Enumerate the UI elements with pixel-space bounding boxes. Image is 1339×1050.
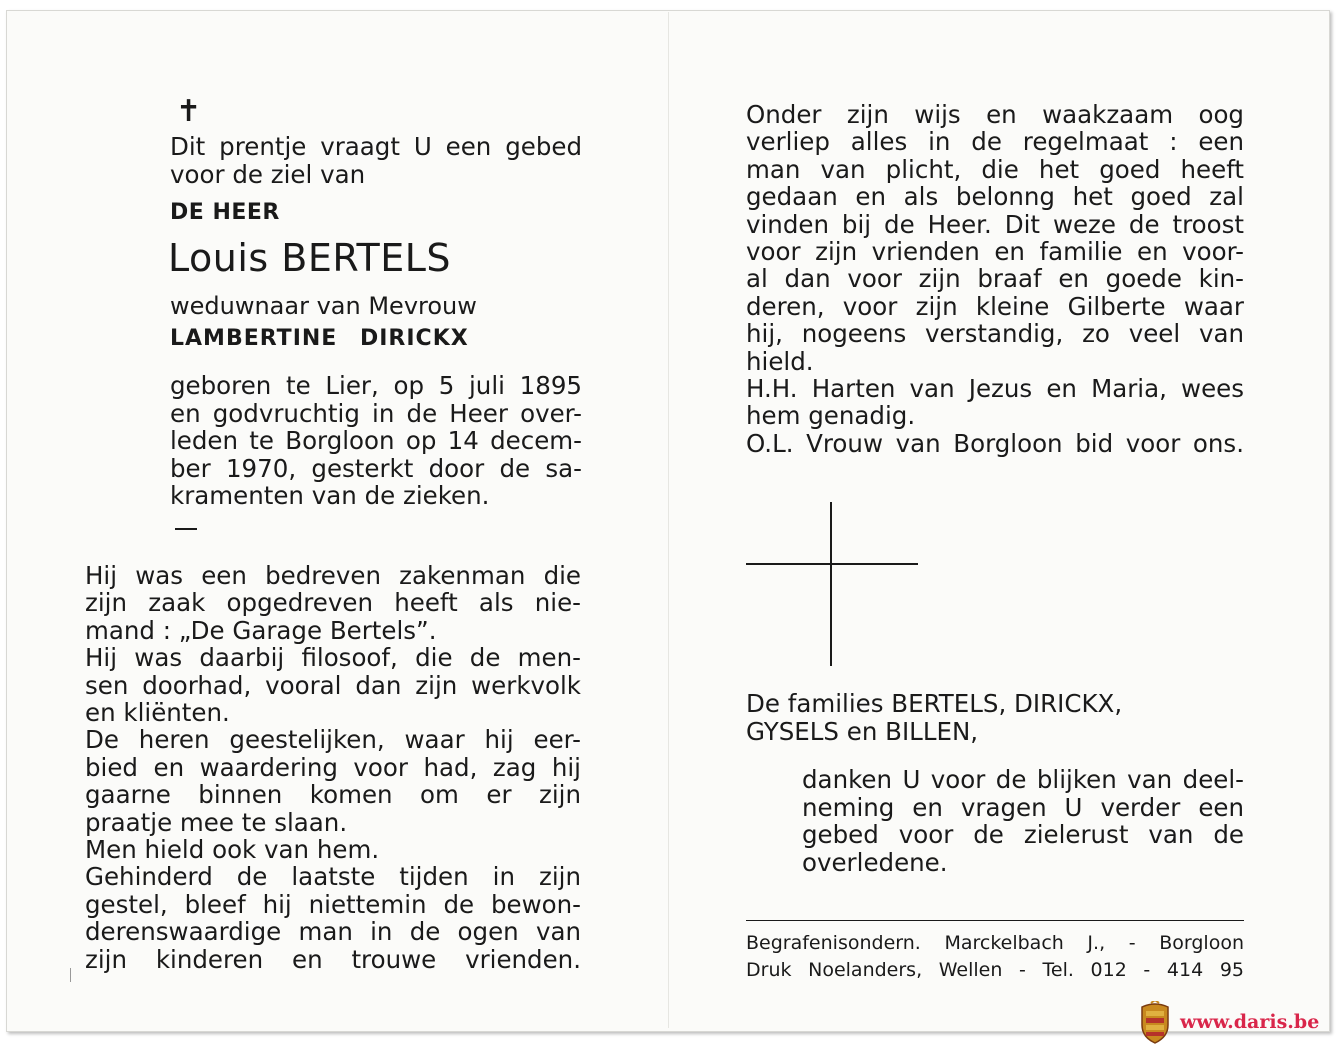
story-line: Hij was daarbij filosoof, die de men-	[85, 643, 581, 673]
story-line: gaarne binnen komen om er zijn	[85, 780, 581, 810]
thanks-line: gebed voor de zielerust van de	[802, 820, 1244, 849]
bio-line: leden te Borgloon op 14 decem-	[170, 426, 582, 455]
prayer-line: hem genadig.	[746, 401, 916, 431]
printer-divider	[746, 920, 1244, 921]
prayer-line: vinden bij de Heer. Dit weze de troost	[746, 209, 1244, 239]
story-line: zijn zaak opgedreven heeft als nie-	[85, 588, 581, 618]
bio-line: ber 1970, gesterkt door de sa-	[170, 453, 582, 483]
prayer-line: Onder zijn wijs en waakzaam oog	[746, 100, 1244, 129]
families-line: GYSELS en BILLEN,	[746, 717, 979, 746]
widower-line: weduwnaar van Mevrouw	[170, 292, 477, 320]
story-line: en kliënten.	[85, 698, 230, 728]
printer-line: Begrafenisondern. Marckelbach J., - Borgloon	[746, 932, 1244, 954]
story-line: mand : „De Garage Bertels”.	[85, 615, 437, 645]
thanks-line: neming en vragen U verder een	[802, 792, 1244, 822]
cross-vertical-bar	[830, 502, 832, 666]
daris-shield-icon	[1138, 1001, 1172, 1045]
prayer-line: hield.	[746, 346, 814, 376]
story-line: Men hield ook van hem.	[85, 835, 380, 865]
small-cross-icon: ✝	[176, 94, 202, 129]
daris-watermark[interactable]	[1138, 1001, 1334, 1045]
deceased-name: Louis BERTELS	[168, 236, 452, 280]
story-line: bied en waardering voor had, zag hij	[85, 752, 581, 782]
prayer-line: hij, nogeens verstandig, zo veel van	[746, 319, 1244, 349]
daris-url-link[interactable]: www.daris.be	[1180, 1011, 1320, 1033]
card-fold-line	[668, 12, 669, 1028]
thanks-line: overledene.	[802, 847, 948, 877]
prayer-line: deren, voor zijn kleine Gilberte waar	[746, 291, 1244, 321]
spouse-name: LAMBERTINE DIRICKX	[170, 326, 469, 351]
life-story-text	[85, 562, 581, 973]
prayer-line: voor zijn vrienden en familie en voor-	[746, 237, 1244, 267]
prayer-line: man van plicht, die het goed heeft	[746, 154, 1244, 184]
story-line: praatje mee te slaan.	[85, 807, 348, 837]
biography-text	[170, 372, 582, 510]
bio-line: kramenten van de zieken.	[170, 481, 490, 510]
prayer-text	[746, 101, 1244, 457]
story-line: Hij was een bedreven zakenman die	[85, 561, 581, 590]
story-line: sen doorhad, vooral dan zijn werkvolk	[85, 670, 581, 700]
separator-dash	[175, 528, 197, 530]
cross-horizontal-bar	[746, 563, 918, 565]
thanks-line: danken U voor de blijken van deel-	[802, 765, 1244, 794]
prayer-line: O.L. Vrouw van Borgloon bid voor ons.	[746, 428, 1244, 458]
prayer-line: gedaan en als belonng het goed zal	[746, 182, 1244, 212]
prayer-line: H.H. Harten van Jezus en Maria, wees	[746, 374, 1244, 404]
families-text	[746, 690, 1246, 746]
story-line: De heren geestelijken, waar hij eer-	[85, 725, 581, 755]
large-cross-icon	[746, 502, 918, 666]
paper-mark	[70, 968, 71, 982]
prayer-line: al dan voor zijn braaf en goede kin-	[746, 264, 1244, 294]
story-line: zijn kinderen en trouwe vrienden.	[85, 944, 581, 974]
printer-line: Druk Noelanders, Wellen - Tel. 012 - 414 95	[746, 959, 1244, 981]
intro-line: voor de ziel van	[170, 160, 366, 189]
bio-line: geboren te Lier, op 5 juli 1895	[170, 371, 582, 400]
families-line: De families BERTELS, DIRICKX,	[746, 689, 1123, 718]
thanks-text	[802, 766, 1244, 876]
printer-credits	[746, 930, 1244, 984]
story-line: derenswaardige man in de ogen van	[85, 917, 581, 947]
story-line: gestel, bleef hij niettemin de bewon-	[85, 889, 581, 919]
intro-line: Dit prentje vraagt U een gebed	[170, 132, 582, 161]
story-line: Gehinderd de laatste tijden in zijn	[85, 862, 581, 892]
honorific-title: DE HEER	[170, 200, 280, 225]
prayer-line: verliep alles in de regelmaat : een	[746, 127, 1244, 157]
intro-text	[170, 133, 582, 189]
bio-line: en godvruchtig in de Heer over-	[170, 398, 582, 428]
